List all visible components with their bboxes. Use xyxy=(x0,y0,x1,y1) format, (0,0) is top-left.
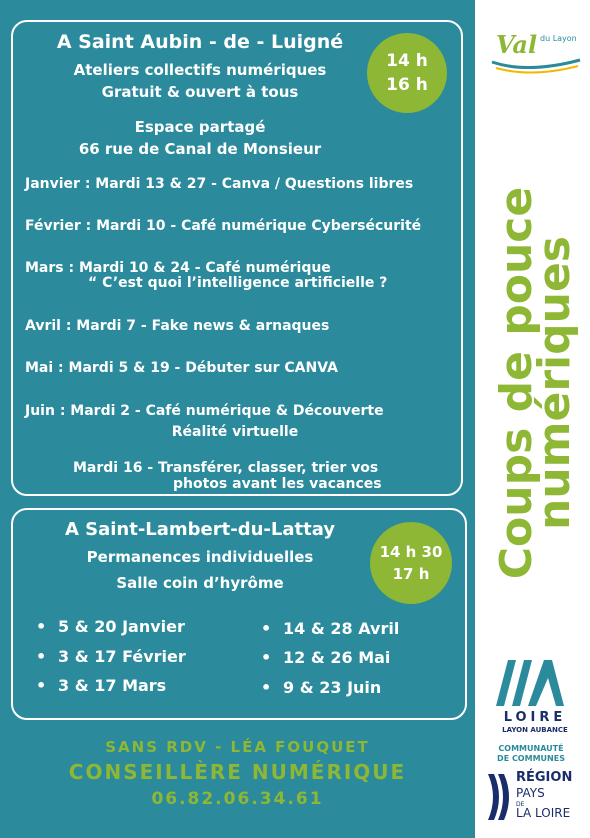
date-item: • 3 & 17 Février xyxy=(58,647,186,666)
region-line1: RÉGION xyxy=(516,770,573,785)
time-badge-2 xyxy=(370,522,452,604)
val-logo-text: Val xyxy=(496,30,538,59)
region-line4: LA LOIRE xyxy=(516,806,571,820)
event-row: Avril : Mardi 7 - Fake news & arnaques xyxy=(25,318,330,334)
time-badge-1 xyxy=(367,33,447,113)
vertical-title-line2: numériques xyxy=(529,236,581,530)
communaute-label xyxy=(490,744,572,764)
card1-line1: Ateliers collectifs numériques xyxy=(73,61,327,79)
event-row-cont: Réalité virtuelle xyxy=(171,424,299,440)
lla-mark-icon xyxy=(490,656,580,710)
loire-sub: LAYON AUBANCE xyxy=(502,726,568,734)
val-logo-small: du Layon xyxy=(540,34,577,43)
date-item: • 3 & 17 Mars xyxy=(58,676,166,695)
date-item: • 12 & 26 Mai xyxy=(283,648,390,667)
event-row-cont: “ C’est quoi l’intelligence artificielle ? xyxy=(88,275,388,291)
communaute-line2: DE COMMUNES xyxy=(497,754,565,763)
footer-contact: SANS RDV - LÉA FOUQUET xyxy=(105,738,370,756)
vertical-title xyxy=(491,183,581,583)
region-line2: PAYS xyxy=(516,786,545,800)
event-row: Février : Mardi 10 - Café numérique Cybersécurité xyxy=(25,218,422,234)
loire-word: LOIRE xyxy=(503,710,567,725)
communaute-line1: COMMUNAUTÉ xyxy=(498,744,564,753)
card1-place1: Espace partagé xyxy=(134,118,266,136)
date-item: • 14 & 28 Avril xyxy=(283,619,399,638)
event-row: Juin : Mardi 2 - Café numérique & Découverte xyxy=(25,403,384,419)
loire-layon-aubance-logo xyxy=(490,656,580,736)
event-row: Mardi 16 - Transférer, classer, trier vos xyxy=(73,460,379,476)
card1-place2: 66 rue de Canal de Monsieur xyxy=(78,140,322,158)
event-row: Janvier : Mardi 13 & 27 - Canva / Questions libres xyxy=(25,176,414,192)
time-badge-1-start: 14 h xyxy=(386,51,428,71)
card2-heading: A Saint-Lambert-du-Lattay xyxy=(64,519,336,540)
region-line3: DE xyxy=(516,801,525,808)
event-row-cont: photos avant les vacances xyxy=(173,476,382,492)
time-badge-2-end: 17 h xyxy=(392,565,430,583)
region-pays-de-la-loire-logo xyxy=(484,770,580,824)
footer-phone: 06.82.06.34.61 xyxy=(151,789,324,809)
event-row: Mars : Mardi 10 & 24 - Café numérique xyxy=(25,260,331,276)
time-badge-1-end: 16 h xyxy=(386,75,428,95)
card2-line2: Salle coin d’hyrôme xyxy=(116,574,284,592)
card1-line2: Gratuit & ouvert à tous xyxy=(101,83,299,101)
time-badge-2-start: 14 h 30 xyxy=(379,543,443,561)
val-du-layon-logo xyxy=(488,22,584,78)
date-item: • 5 & 20 Janvier xyxy=(58,617,185,636)
date-item: • 9 & 23 Juin xyxy=(283,678,381,697)
card2-line1: Permanences individuelles xyxy=(86,548,314,566)
event-row: Mai : Mardi 5 & 19 - Débuter sur CANVA xyxy=(25,360,338,376)
card1-heading: A Saint Aubin - de - Luigné xyxy=(56,31,344,53)
footer-role: CONSEILLÈRE NUMÉRIQUE xyxy=(68,760,407,784)
vertical-title-line1: Coups de pouce xyxy=(491,186,543,580)
region-mark-icon xyxy=(484,772,514,822)
